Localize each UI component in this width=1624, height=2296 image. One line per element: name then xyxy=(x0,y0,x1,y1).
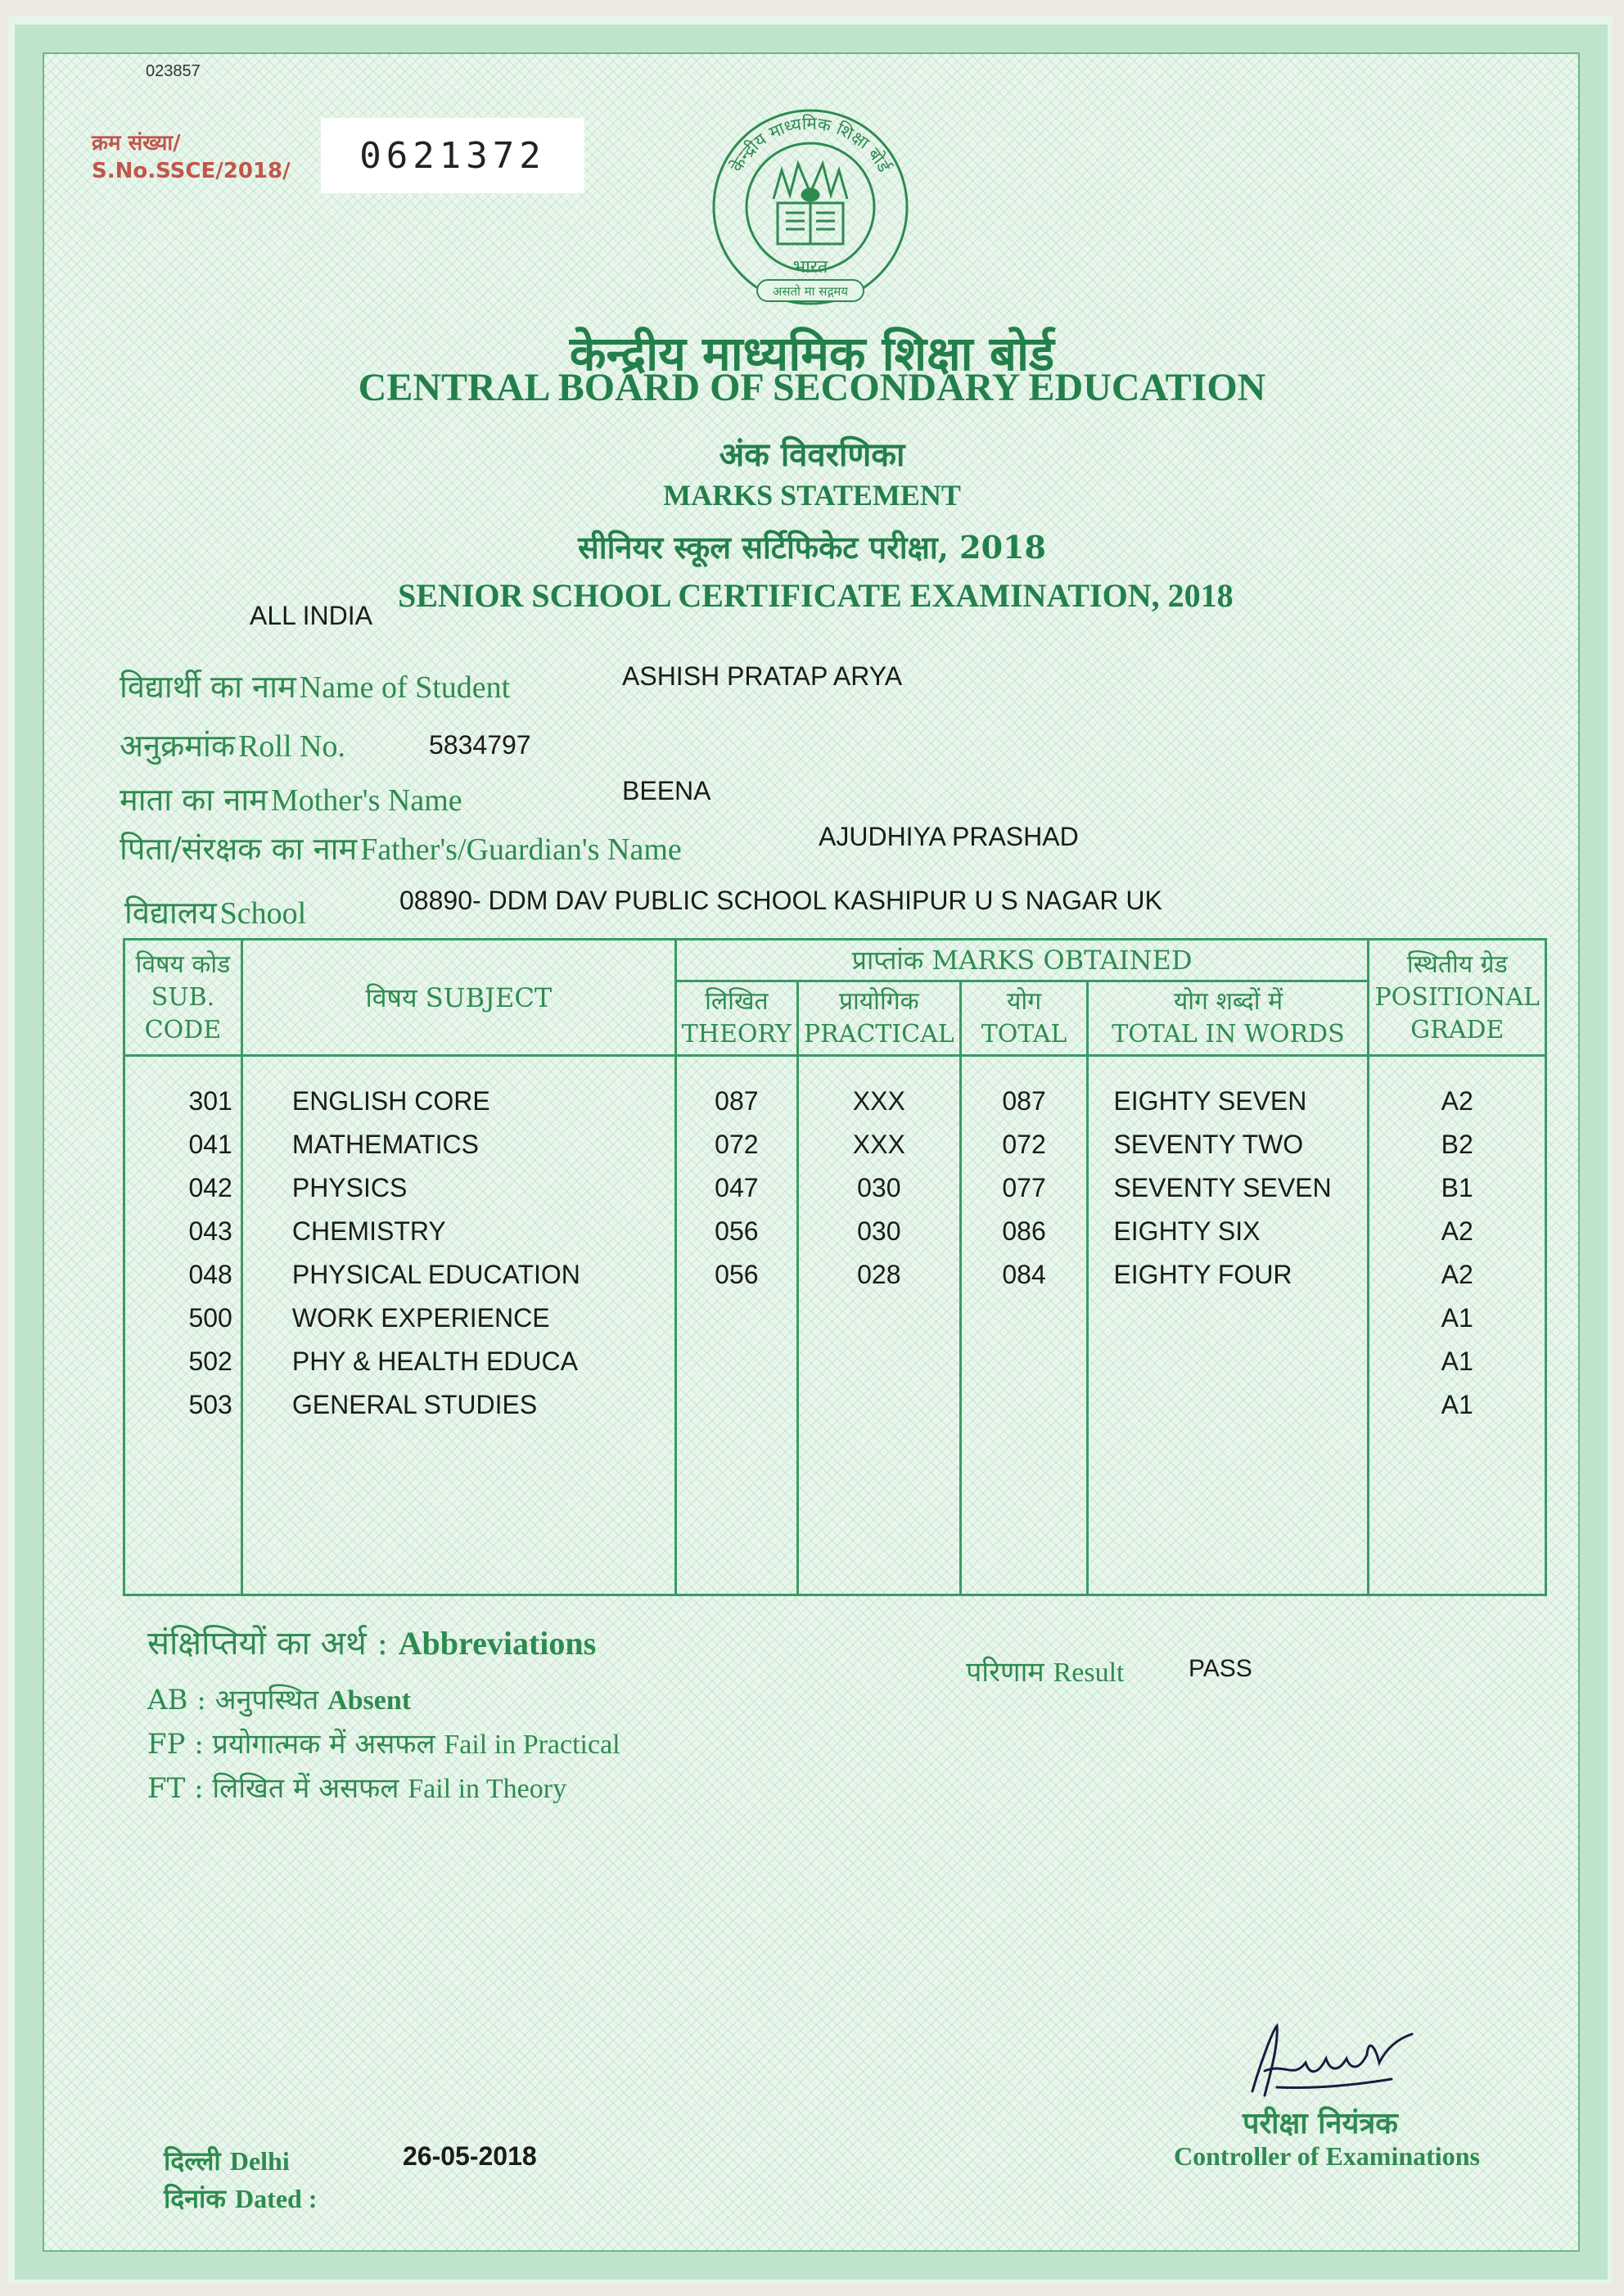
practical-cell: XXX xyxy=(852,1086,905,1116)
total-cell: 072 xyxy=(1002,1130,1046,1159)
place-label xyxy=(164,2143,290,2178)
theory-column xyxy=(675,1056,797,1595)
total-cell: 087 xyxy=(1002,1086,1046,1116)
dated-hindi: दिनांक xyxy=(164,2183,226,2214)
header-total-words xyxy=(1088,981,1369,1056)
subject-cell: MATHEMATICS xyxy=(291,1130,479,1159)
practical-cell: 028 xyxy=(857,1260,901,1289)
abbreviations-title-en: Abbreviations xyxy=(398,1625,597,1662)
marks-table xyxy=(123,938,1547,1596)
header-theory-hindi: लिखित xyxy=(705,987,769,1016)
subject-cell: GENERAL STUDIES xyxy=(291,1390,538,1419)
practical-cell: XXX xyxy=(852,1130,905,1159)
abbr-ft xyxy=(147,1768,566,1806)
subject-cell: WORK EXPERIENCE xyxy=(291,1303,550,1333)
header-sub-code-en2: CODE xyxy=(144,1015,222,1044)
header-marks-obtained-en: MARKS OBTAINED xyxy=(932,945,1193,976)
mother-row xyxy=(120,778,462,820)
result-label xyxy=(966,1652,1124,1689)
father-label-en: Father's/Guardian's Name xyxy=(360,832,682,867)
subject-cell: CHEMISTRY xyxy=(291,1216,446,1246)
student-name-label-hindi: विद्यार्थी का नाम xyxy=(120,669,296,705)
abbr-fp xyxy=(147,1724,620,1761)
abbr-fp-hindi: प्रयोगात्मक में असफल xyxy=(212,1728,435,1761)
serial-label xyxy=(92,129,291,185)
total-cell: 077 xyxy=(1002,1173,1046,1202)
words-cell: SEVENTY SEVEN xyxy=(1113,1173,1332,1202)
sub-code-cell: 500 xyxy=(188,1303,232,1333)
header-practical-hindi: प्रायोगिक xyxy=(838,987,919,1016)
subject-cell: PHY & HEALTH EDUCA xyxy=(291,1346,578,1376)
school-row xyxy=(124,891,306,933)
serial-label-en: S.No.SSCE/2018/ xyxy=(92,159,291,183)
mother-label-en: Mother's Name xyxy=(270,783,462,818)
header-sub-code-en1: SUB. xyxy=(151,982,215,1012)
header-total-en: TOTAL xyxy=(981,1020,1067,1049)
abbr-ab-prefix: AB : xyxy=(147,1684,206,1716)
grade-cell: A1 xyxy=(1441,1303,1473,1333)
statement-title-hindi: अंक विवरणिका xyxy=(719,435,905,474)
grade-cell: B1 xyxy=(1441,1173,1473,1202)
abbr-fp-en: Fail in Practical xyxy=(444,1730,620,1760)
abbr-ft-prefix: FT : xyxy=(147,1772,204,1805)
cbse-emblem-icon xyxy=(700,105,921,309)
school-label-hindi: विद्यालय xyxy=(124,895,217,931)
sub-code-cell: 503 xyxy=(188,1390,232,1419)
header-total-hindi: योग xyxy=(1007,987,1042,1016)
roll-label-en: Roll No. xyxy=(238,729,345,764)
theory-cell: 056 xyxy=(715,1216,759,1246)
words-cell: EIGHTY FOUR xyxy=(1113,1260,1292,1289)
exam-title-en: SENIOR SCHOOL CERTIFICATE EXAMINATION, 2018 xyxy=(398,577,1234,614)
roll-label-hindi: अनुक्रमांक xyxy=(120,728,236,764)
board-title-hindi: केन्द्रीय माध्यमिक शिक्षा बोर्ड xyxy=(569,326,1055,381)
board-title-en: CENTRAL BOARD OF SECONDARY EDUCATION xyxy=(358,366,1266,409)
abbr-ab-en: Absent xyxy=(327,1685,412,1716)
controller-title-en: Controller of Examinations xyxy=(1174,2141,1480,2171)
practical-cell: 030 xyxy=(857,1173,901,1202)
roll-row xyxy=(120,724,345,766)
sub-code-cell: 041 xyxy=(188,1130,232,1159)
place-hindi: दिल्ली xyxy=(164,2145,221,2176)
grade-cell: A2 xyxy=(1441,1260,1473,1289)
header-subject xyxy=(241,940,675,1056)
practical-cell: 030 xyxy=(857,1216,901,1246)
header-practical-en: PRACTICAL xyxy=(803,1020,954,1049)
header-total xyxy=(960,981,1088,1056)
serial-number: 0621372 xyxy=(321,118,584,193)
mother-label-hindi: माता का नाम xyxy=(120,782,268,818)
abbreviations-title-hindi: संक्षिप्तियों का अर्थ : xyxy=(147,1625,388,1662)
place-en: Delhi xyxy=(229,2146,290,2176)
header-total-words-en: TOTAL IN WORDS xyxy=(1112,1020,1345,1049)
serial-label-hindi: क्रम संख्या/ xyxy=(92,131,181,156)
theory-cell: 047 xyxy=(715,1173,759,1202)
sub-code-cell: 042 xyxy=(188,1173,232,1202)
header-subject-hindi: विषय xyxy=(365,981,417,1013)
grade-column xyxy=(1369,1056,1546,1595)
emblem-text-top: केन्द्रीय माध्यमिक शिक्षा बोर्ड xyxy=(726,113,895,176)
words-column xyxy=(1088,1056,1369,1595)
grade-cell: A1 xyxy=(1441,1346,1473,1376)
header-grade xyxy=(1369,940,1546,1056)
abbr-ab-hindi: अनुपस्थित xyxy=(214,1684,319,1716)
exam-title-hindi: सीनियर स्कूल सर्टिफिकेट परीक्षा, 2018 xyxy=(578,529,1046,566)
sub-code-cell: 502 xyxy=(188,1346,232,1376)
result-label-hindi: परिणाम xyxy=(966,1656,1044,1689)
header-sub-code-hindi: विषय कोड xyxy=(135,950,231,979)
abbr-fp-prefix: FP : xyxy=(147,1728,204,1761)
abbr-ft-en: Fail in Theory xyxy=(408,1774,567,1804)
roll-value: 5834797 xyxy=(429,730,531,760)
header-marks-obtained xyxy=(675,940,1369,981)
subject-cell: PHYSICAL EDUCATION xyxy=(291,1260,580,1289)
header-subject-en: SUBJECT xyxy=(425,981,553,1013)
header-practical xyxy=(797,981,960,1056)
codes-column xyxy=(124,1056,242,1595)
header-theory-en: THEORY xyxy=(681,1020,792,1049)
total-cell: 084 xyxy=(1002,1260,1046,1289)
abbr-ft-hindi: लिखित में असफल xyxy=(212,1772,399,1805)
result-label-en: Result xyxy=(1053,1658,1125,1688)
sub-code-cell: 048 xyxy=(188,1260,232,1289)
statement-title-en: MARKS STATEMENT xyxy=(663,479,961,512)
subject-cell: ENGLISH CORE xyxy=(291,1086,490,1116)
student-name-value: ASHISH PRATAP ARYA xyxy=(622,661,903,691)
grade-cell: A1 xyxy=(1441,1390,1473,1419)
controller-signature xyxy=(1228,2014,1441,2104)
theory-cell: 056 xyxy=(715,1260,759,1289)
emblem-motto: असतो मा सद्गमय xyxy=(772,284,849,299)
school-value: 08890- DDM DAV PUBLIC SCHOOL KASHIPUR U S NAGAR UK xyxy=(399,886,1162,915)
result-value: PASS xyxy=(1189,1655,1252,1682)
emblem-text-bottom: भारत xyxy=(792,257,828,277)
subjects-column xyxy=(241,1056,675,1595)
father-row xyxy=(120,827,682,869)
grade-cell: A2 xyxy=(1441,1216,1473,1246)
student-name-label-en: Name of Student xyxy=(299,670,511,705)
dated-en: Dated : xyxy=(235,2184,318,2213)
words-cell: SEVENTY TWO xyxy=(1113,1130,1304,1159)
top-serial: 023857 xyxy=(146,62,201,80)
grade-cell: B2 xyxy=(1441,1130,1473,1159)
header-grade-en1: POSITIONAL xyxy=(1374,982,1540,1012)
date-value: 26-05-2018 xyxy=(403,2141,537,2171)
abbreviations-title xyxy=(147,1619,596,1664)
header-grade-hindi: स्थितीय ग्रेड xyxy=(1406,950,1508,979)
controller-title-hindi: परीक्षा नियंत्रक xyxy=(1243,2106,1398,2140)
abbr-ab xyxy=(147,1680,411,1717)
subject-cell: PHYSICS xyxy=(291,1173,408,1202)
practical-column xyxy=(797,1056,960,1595)
header-marks-obtained-hindi: प्राप्तांक xyxy=(851,945,924,976)
header-theory xyxy=(675,981,797,1056)
svg-text:केन्द्रीय माध्यमिक शिक्षा बोर् xyxy=(727,114,895,176)
sub-code-cell: 043 xyxy=(188,1216,232,1246)
father-label-hindi: पिता/संरक्षक का नाम xyxy=(120,831,358,867)
total-cell: 086 xyxy=(1002,1216,1046,1246)
theory-cell: 087 xyxy=(715,1086,759,1116)
sub-code-cell: 301 xyxy=(188,1086,232,1116)
all-india-label: ALL INDIA xyxy=(250,601,372,630)
grade-cell: A2 xyxy=(1441,1086,1473,1116)
words-cell: EIGHTY SEVEN xyxy=(1113,1086,1307,1116)
school-label-en: School xyxy=(219,896,307,931)
theory-cell: 072 xyxy=(715,1130,759,1159)
words-cell: EIGHTY SIX xyxy=(1113,1216,1261,1246)
total-column xyxy=(960,1056,1088,1595)
header-total-words-hindi: योग शब्दों में xyxy=(1173,987,1283,1016)
father-value: AJUDHIYA PRASHAD xyxy=(819,822,1079,851)
mother-value: BEENA xyxy=(622,776,711,805)
header-grade-en2: GRADE xyxy=(1410,1015,1504,1044)
student-name-row xyxy=(120,665,510,707)
dated-label xyxy=(164,2181,317,2216)
header-sub-code xyxy=(124,940,242,1056)
